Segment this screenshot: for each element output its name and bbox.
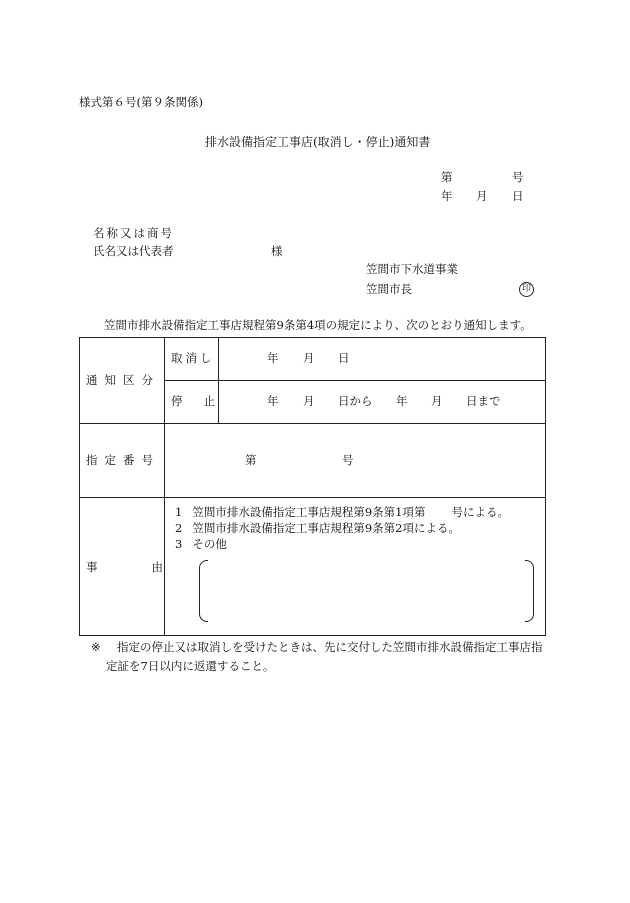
other-reason-bracket-left — [199, 560, 208, 622]
reason-number: 1 — [175, 505, 183, 519]
suspend-start-year: 年 — [267, 394, 279, 408]
notice-form-table — [79, 337, 546, 636]
reason-label-char-1 — [86, 562, 217, 574]
table-top-border — [79, 337, 546, 338]
suspend-start-day: 日から — [338, 394, 373, 408]
reason-item-3 — [175, 539, 227, 551]
suspend-end-day: 日まで — [466, 394, 501, 408]
reason-label: 事由 — [86, 560, 217, 574]
reason-text: 笠間市排水設備指定工事店規程第9条第1項第 — [192, 505, 426, 519]
note-mark: ※ — [91, 640, 101, 654]
suspend-label: 停止 — [171, 394, 236, 408]
designation-number-prefix: 第 — [245, 453, 257, 467]
suspend-end-month: 月 — [431, 394, 443, 408]
cancel-row-divider — [164, 380, 546, 381]
date-year: 年 — [441, 189, 453, 203]
sender-org: 笠間市下水道事業 — [366, 262, 458, 276]
cancel-month: 月 — [303, 351, 315, 365]
cancel-day: 日 — [338, 351, 350, 365]
designation-number-label: 指定番号 — [86, 453, 160, 467]
table-left-border — [79, 337, 80, 636]
doc-number-prefix: 第 — [441, 170, 453, 184]
reason-number: 2 — [175, 521, 183, 535]
label-column-divider — [164, 337, 165, 636]
notice-category-label: 通知区分 — [86, 373, 160, 387]
number-row-divider — [79, 497, 546, 498]
note-line-1: 指定の停止又は取消しを受けたときは、先に交付した笠間市排水設備指定工事店指 — [117, 640, 543, 654]
designation-number-suffix: 号 — [342, 453, 354, 467]
table-bottom-border — [79, 635, 546, 636]
recipient-honorific: 様 — [271, 244, 283, 258]
date-day: 日 — [512, 189, 524, 203]
reason-text-tail: 号による。 — [451, 505, 509, 519]
reason-text: 笠間市排水設備指定工事店規程第9条第2項による。 — [192, 521, 460, 535]
document-title: 排水設備指定工事店(取消し・停止)通知書 — [205, 135, 431, 149]
note-line-2: 定証を7日以内に返還すること。 — [106, 659, 275, 673]
date-month: 月 — [476, 189, 488, 203]
reason-item-2 — [175, 523, 460, 535]
recipient-rep-label: 氏名又は代表者 — [93, 244, 174, 258]
suspend-start-month: 月 — [303, 394, 315, 408]
doc-number-suffix: 号 — [512, 170, 524, 184]
seal-mark: 印 — [519, 282, 534, 297]
suspend-end-year: 年 — [396, 394, 408, 408]
intro-text: 笠間市排水設備指定工事店規程第9条第4項の規定により、次のとおり通知します。 — [104, 318, 532, 332]
reason-text: その他 — [192, 537, 227, 551]
cancel-label: 取消し — [171, 351, 215, 365]
cancel-year: 年 — [267, 351, 279, 365]
reason-item-1 — [175, 507, 509, 519]
form-id: 様式第６号(第９条関係) — [79, 95, 203, 109]
sender-title: 笠間市長 — [366, 282, 412, 296]
notice-row-divider — [79, 423, 546, 424]
table-right-border — [545, 337, 546, 636]
recipient-name-label: 名称又は商号 — [93, 226, 174, 240]
reason-number: 3 — [175, 537, 183, 551]
other-reason-bracket-right — [525, 560, 534, 622]
